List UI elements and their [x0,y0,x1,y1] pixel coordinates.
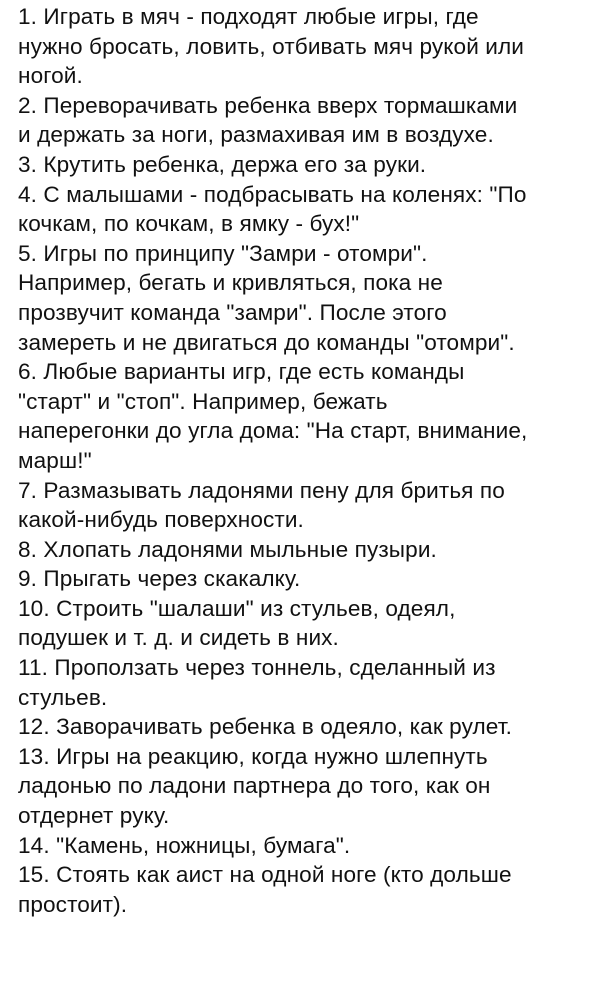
note-line: марш!" [18,447,92,473]
note-line: "старт" и "стоп". Например, бежать [18,388,388,414]
note-line: замереть и не двигаться до команды "отомри". [18,329,515,355]
note-line: нужно бросать, ловить, отбивать мяч рукой или [18,33,525,59]
note-line: 12. Заворачивать ребенка в одеяло, как рулет. [18,714,513,740]
note-line: 15. Стоять как аист на одной ноге (кто дольше [18,862,512,888]
note-line: 1. Играть в мяч - подходят любые игры, где [18,4,479,29]
note-text [18,2,593,919]
note-line: стульев. [18,684,108,710]
note-line: 10. Строить "шалаши" из стульев, одеял, [18,595,456,621]
note-line: и держать за ноги, размахивая им в воздухе. [18,122,494,148]
note-line: 14. "Камень, ножницы, бумага". [18,832,351,858]
note-line: 9. Прыгать через скакалку. [18,566,301,592]
note-line: 7. Размазывать ладонями пену для бритья по [18,477,505,503]
note-line: 13. Игры на реакцию, когда нужно шлепнуть [18,743,488,769]
note-line: простоит). [18,891,128,917]
note-line: ладонью по ладони партнера до того, как он [18,773,491,799]
note-line: 5. Игры по принципу "Замри - отомри". [18,240,428,266]
note-line: прозвучит команда "замри". После этого [18,299,447,325]
note-line: 8. Хлопать ладонями мыльные пузыри. [18,536,437,562]
note-line: ногой. [18,63,83,89]
note-line: 4. С малышами - подбрасывать на коленях: "По [18,181,527,207]
note-line: 3. Крутить ребенка, держа его за руки. [18,151,427,177]
note-line: Например, бегать и кривляться, пока не [18,270,443,296]
note-line: отдернет руку. [18,803,170,829]
note-line: 2. Переворачивать ребенка вверх тормашками [18,92,518,118]
note-line: какой-нибудь поверхности. [18,507,304,533]
note-line: 11. Проползать через тоннель, сделанный из [18,655,496,681]
note-line: подушек и т. д. и сидеть в них. [18,625,339,651]
note-line: наперегонки до угла дома: "На старт, внимание, [18,418,528,444]
note-line: 6. Любые варианты игр, где есть команды [18,359,465,385]
note-line: кочкам, по кочкам, в ямку - бух!" [18,211,360,237]
